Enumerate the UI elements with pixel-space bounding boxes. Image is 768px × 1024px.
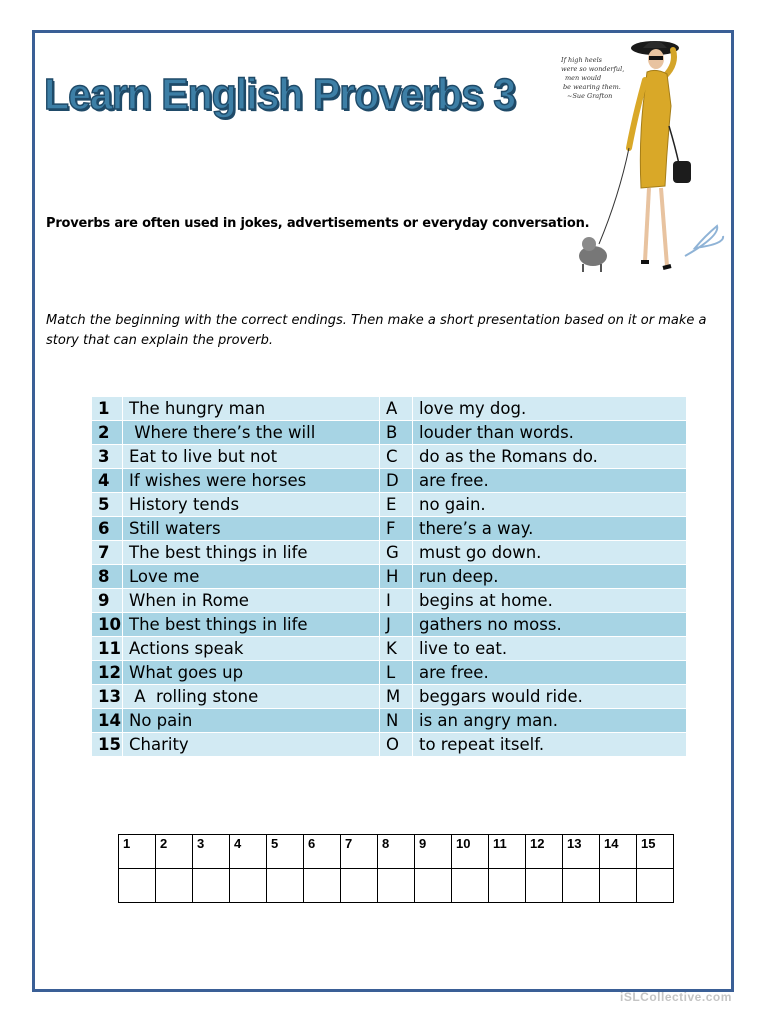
ending-letter: N [380,709,413,733]
answer-box[interactable] [415,869,452,903]
woman-with-dog-illustration [555,36,730,298]
answer-number: 9 [415,835,452,869]
intro-text: Proverbs are often used in jokes, advertisements or everyday conversation. [46,216,590,231]
proverb-beginning: Where there’s the will [123,421,380,445]
answer-number: 12 [526,835,563,869]
answer-number: 5 [267,835,304,869]
row-number: 14 [92,709,123,733]
answer-box[interactable] [600,869,637,903]
ending-letter: B [380,421,413,445]
ending-letter: L [380,661,413,685]
answer-number: 2 [156,835,193,869]
table-row [92,469,687,493]
table-row [92,613,687,637]
proverb-beginning: The best things in life [123,541,380,565]
proverb-beginning: Actions speak [123,637,380,661]
ending-letter: G [380,541,413,565]
quote-handwriting [560,56,626,100]
proverb-ending: run deep. [413,565,687,589]
row-number: 12 [92,661,123,685]
instructions-text: Match the beginning with the correct endings. Then make a short presentation based on it or make a story that can explain the proverb. [46,313,707,348]
table-row [92,661,687,685]
proverb-ending: love my dog. [413,397,687,421]
answer-box[interactable] [304,869,341,903]
quote-handwriting-text: If high heels were so wonderful, men would be wearing them. ~Sue Grafton [561,56,625,100]
proverb-ending: begins at home. [413,589,687,613]
answer-box[interactable] [230,869,267,903]
proverb-beginning: Eat to live but not [123,445,380,469]
proverb-ending: must go down. [413,541,687,565]
answer-box[interactable] [489,869,526,903]
answer-box[interactable] [193,869,230,903]
answer-box[interactable] [119,869,156,903]
proverb-beginning: Still waters [123,517,380,541]
answer-box[interactable] [452,869,489,903]
ending-letter: H [380,565,413,589]
row-number: 13 [92,685,123,709]
watermark: iSLCollective.com [620,990,732,1004]
table-row [92,517,687,541]
answer-box[interactable] [378,869,415,903]
ending-letter: J [380,613,413,637]
answer-number: 14 [600,835,637,869]
answer-number: 11 [489,835,526,869]
table-row [92,709,687,733]
proverb-ending: louder than words. [413,421,687,445]
row-number: 5 [92,493,123,517]
ending-letter: M [380,685,413,709]
answer-number: 6 [304,835,341,869]
ending-letter: E [380,493,413,517]
proverb-beginning: When in Rome [123,589,380,613]
ending-letter: D [380,469,413,493]
proverb-beginning: What goes up [123,661,380,685]
answer-grid [118,834,674,903]
proverb-beginning: A rolling stone [123,685,380,709]
proverb-ending: there’s a way. [413,517,687,541]
row-number: 15 [92,733,123,757]
proverb-ending: no gain. [413,493,687,517]
answer-box[interactable] [526,869,563,903]
table-row [92,637,687,661]
proverb-beginning: History tends [123,493,380,517]
row-number: 3 [92,445,123,469]
table-row [92,397,687,421]
proverb-ending: do as the Romans do. [413,445,687,469]
proverb-ending: beggars would ride. [413,685,687,709]
answer-number: 13 [563,835,600,869]
row-number: 2 [92,421,123,445]
table-row [92,541,687,565]
row-number: 9 [92,589,123,613]
row-number: 11 [92,637,123,661]
answer-box[interactable] [563,869,600,903]
ending-letter: A [380,397,413,421]
answer-number: 15 [637,835,674,869]
answer-box[interactable] [156,869,193,903]
proverb-beginning: The hungry man [123,397,380,421]
answer-number: 3 [193,835,230,869]
page-title: Learn English Proverbs 3 [44,70,516,119]
answer-number: 1 [119,835,156,869]
ending-letter: O [380,733,413,757]
row-number: 7 [92,541,123,565]
row-number: 4 [92,469,123,493]
row-number: 1 [92,397,123,421]
proverb-ending: are free. [413,469,687,493]
answer-number: 7 [341,835,378,869]
table-row [92,445,687,469]
proverb-matching-table [91,396,687,757]
table-row [92,565,687,589]
answer-number: 4 [230,835,267,869]
proverb-ending: are free. [413,661,687,685]
answer-number: 10 [452,835,489,869]
table-row [92,421,687,445]
proverb-beginning: If wishes were horses [123,469,380,493]
proverb-ending: gathers no moss. [413,613,687,637]
answer-box[interactable] [267,869,304,903]
table-row [92,685,687,709]
answer-box[interactable] [341,869,378,903]
proverb-beginning: The best things in life [123,613,380,637]
proverb-ending: live to eat. [413,637,687,661]
row-number: 10 [92,613,123,637]
proverb-ending: to repeat itself. [413,733,687,757]
answer-number: 8 [378,835,415,869]
ending-letter: I [380,589,413,613]
ending-letter: K [380,637,413,661]
table-row [92,493,687,517]
proverb-ending: is an angry man. [413,709,687,733]
proverb-beginning: No pain [123,709,380,733]
proverb-beginning: Love me [123,565,380,589]
row-number: 8 [92,565,123,589]
ending-letter: C [380,445,413,469]
answer-box[interactable] [637,869,674,903]
row-number: 6 [92,517,123,541]
ending-letter: F [380,517,413,541]
table-row [92,589,687,613]
table-row [92,733,687,757]
proverb-beginning: Charity [123,733,380,757]
